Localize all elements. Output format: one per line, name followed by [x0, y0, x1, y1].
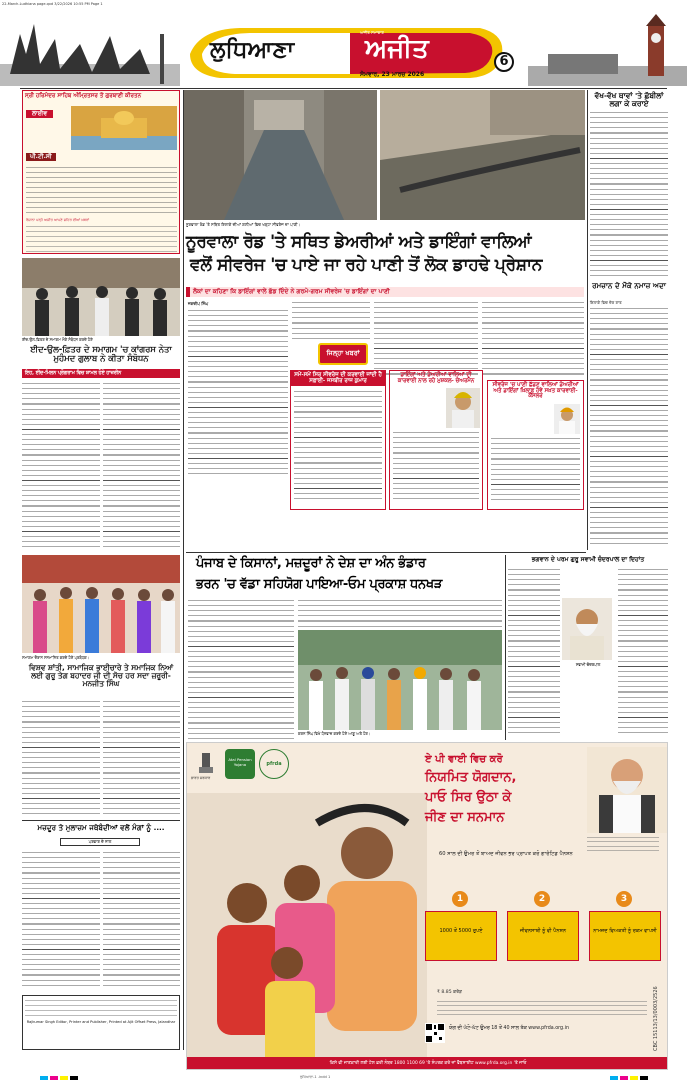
ad-point-3-text: ਨਾਮਜ਼ਦ ਵਿਅਕਤੀ ਨੂੰ ਰਕਮ ਵਾਪਸੀ — [589, 911, 661, 961]
masthead-tagline: ਅਜੀਤ ਸਮਾਚਾਰ — [360, 30, 384, 35]
farmers-meeting-photo — [298, 630, 502, 730]
edition-strip: 22-March-Ludhiana page.qxd 3/22/2026 10:55 PM Page 1 — [2, 2, 103, 6]
live-label: ਲਾਈਵ — [26, 110, 53, 118]
ad-headline-line-3: ਪਾਓ ਸਿਰ ਉਠਾ ਕੇ — [425, 790, 512, 805]
sub-box-3 — [487, 380, 584, 510]
labour-tag: ਪਰਵਾਰ ਦੇ ਨਾਲ — [88, 839, 112, 844]
councillor-photo — [446, 388, 480, 428]
ad-contact-line: ਕਿਸੇ ਵੀ ਜਾਣਕਾਰੀ ਲਈ ਟੋਲ ਫ਼ਰੀ ਨੰਬਰ 1800 1100 69 'ਤੇ ਸੰਪਰਕ ਕਰੋ ਜਾਂ ਵੈੱਬਸਾਈਟ www.pfrda.org.in 'ਤੇ ਜਾਓ — [329, 1061, 527, 1066]
ad-point-1-text: 1000 ਤੋਂ 5000 ਰੁਪਏ — [425, 911, 497, 961]
gurbani-box-title: ਸ੍ਰੀ ਹਰਿਮੰਦਰ ਸਾਹਿਬ ਅੰਮ੍ਰਿਤਸਰ ਤੋਂ ਗੁਰਬਾਣੀ ਕੀਰਤਨ — [25, 93, 142, 99]
masthead — [0, 14, 687, 86]
councillor-2-photo — [554, 404, 580, 434]
ad-headline-line-2: ਨਿਯਮਿਤ ਯੋਗਦਾਨ, — [425, 770, 517, 785]
main-byline: ਜਗਦੀਪ ਸਿੰਘ — [188, 301, 209, 306]
pfrda-logo: pfrda — [259, 749, 289, 779]
golden-temple-photo — [71, 106, 177, 150]
leader-quote — [587, 835, 659, 853]
emblem-icon — [197, 751, 215, 775]
apy-advertisement — [186, 742, 668, 1070]
main-body-col-3 — [374, 300, 478, 376]
district-news-badge: ਜਿਲ੍ਹਾ ਖਬਰਾਂ — [318, 343, 368, 365]
sub-box-1 — [290, 370, 386, 510]
honour-body-col-1 — [22, 699, 100, 817]
sub-box-2 — [389, 370, 483, 510]
ad-amount-detail — [437, 999, 647, 1019]
ad-footer: ਯੋਗ ਦੀ ਘੱਟੋ-ਘੱਟ ਉਮਰ 18 ਤੋਂ 40 ਸਾਲ ਤੱਕ www.pfrda.org.in — [449, 1026, 569, 1031]
leader-portrait — [587, 747, 667, 833]
page-number-badge: 6 — [494, 52, 514, 72]
flooded-lane-photo — [184, 90, 377, 220]
ad-point-1-number: 1 — [452, 891, 468, 907]
third-body-col-2 — [618, 567, 668, 737]
main-body-col-1 — [188, 308, 288, 476]
second-body-col-1 — [188, 598, 294, 740]
honour-photo-caption: ਸਮਾਗਮ ਦੌਰਾਨ ਸਨਮਾਨਿਤ ਕਰਦੇ ਹੋਏ ਪ੍ਰਬੰਧਕ। — [22, 655, 90, 660]
ad-point-3-number: 3 — [616, 891, 632, 907]
eid-body-col-1 — [22, 381, 100, 551]
masthead-date: ਸੋਮਵਾਰ, 23 ਮਾਰਚ 2026 — [360, 71, 425, 78]
second-headline-line-2: ਭਰਨ 'ਚ ਵੱਡਾ ਸਹਿਯੋਗ ਪਾਇਆ-ਓਮ ਪ੍ਰਕਾਸ਼ ਧਨਖੜ — [196, 577, 443, 592]
main-body-col-2 — [292, 300, 370, 342]
honour-body-col-2 — [103, 699, 180, 817]
main-body-col-4 — [482, 300, 584, 376]
ad-headline-line-1: ਏ ਪੀ ਵਾਈ ਵਿਚ ਕਰੋ — [425, 754, 503, 765]
gurbani-box-schedule — [26, 224, 177, 252]
eid-headline: ਈਦ-ਉਲ-ਫ਼ਿਤਰ ਦੇ ਸਮਾਗਮ 'ਚ ਕਾਂਗਰਸ ਨੇਤਾ ਮੁਹੰਮਦ ਗੁਲਾਬ ਨੇ ਕੀਤਾ ਸੰਬੋਧਨ — [30, 344, 172, 363]
apy-logo: Atal Pension Yojana — [225, 749, 255, 779]
right-col-headline-b: ਰਮਜ਼ਾਨ ਦੇ ਮੌਕੇ ਨਮਾਜ਼ ਅਦਾ — [592, 281, 666, 290]
bottom-file-label: ਲੁਧਿਆਣਾ-1 .indd 1 — [300, 1075, 331, 1079]
gurbani-phone-line: ਰੋਜ਼ਾਨਾ ਪੜ੍ਹੋ ਅਜੀਤ ਆਪਣੇ ਸ਼ਹਿਰ ਦੀਆਂ ਖ਼ਬਰਾਂ — [26, 218, 90, 222]
ad-logo-govt: ਭਾਰਤ ਸਰਕਾਰ — [191, 776, 211, 780]
ad-point-2-number: 2 — [534, 891, 550, 907]
ad-point-2 — [503, 891, 583, 975]
imprint-box — [22, 995, 180, 1050]
masthead-city: ਲੁਧਿਆਣਾ — [210, 37, 295, 63]
eid-photo-caption: ਈਦ-ਉਲ-ਫ਼ਿਤਰ ਦੇ ਸਮਾਗਮ ਮੌਕੇ ਸੰਬੋਧਨ ਕਰਦੇ ਹੋਏ — [22, 337, 93, 342]
ad-subtext: 60 ਸਾਲ ਦੀ ਉਮਰ ਤੋਂ ਬਾਅਦ ਜੀਵਨ ਭਰ ਪ੍ਰਾਪਤ ਕਰੋ ਗਾਰੰਟਿਡ ਪੈਨਸ਼ਨ — [439, 851, 573, 857]
ad-point-1 — [421, 891, 501, 975]
clock-tower-illustration — [528, 14, 687, 86]
third-body-col-1 — [508, 567, 560, 737]
labour-body-col-1 — [22, 850, 100, 990]
right-col-headline: ਵੱਖ-ਵੱਖ ਥਾਵਾਂ 'ਤੇ ਛੱਬੀਲਾਂ ਲਗਾ ਕੇ ਕਰਾਏ — [594, 91, 664, 108]
eid-body-col-2 — [103, 381, 180, 551]
sub-box-3-title: ਸੀਵਰੇਜ 'ਚ ਪਾਣੀ ਛੱਡਣ ਵਾਲਿਆਂ ਡੇਅਰੀਆਂ ਅਤੇ ਡਾਇੰਗਾਂ ਖ਼ਿਲਾਫ਼ ਹੋਵੇ ਸਖ਼ਤ ਕਾਰਵਾਈ- ਕੌਂਸਲਰ — [492, 382, 579, 400]
second-body-col-2 — [298, 598, 502, 628]
farmers-photo-caption: ਕਰਨ ਸਿੰਘ ਵਿਖੇ ਧੰਨਵਾਦ ਕਰਦੇ ਹੋਏ ਆਗੂ ਅਤੇ ਹੋਰ। — [298, 731, 371, 736]
main-subhead: ਲੋਕਾਂ ਦਾ ਕਹਿਣਾ ਕਿ ਡਾਇੰਗਾਂ ਵਾਲੇ ਛੱਡ ਦਿੰਦੇ ਨੇ ਗਰਮੋ-ਗਰਮ ਸੀਵਰੇਜ 'ਚ ਡਾਇੰਗਾਂ ਦਾ ਪਾਣੀ — [193, 288, 390, 295]
third-headline: ਭਗਵਾਨ ਦੇ ਪਰਮ ਗੁਰੂ ਸਵਾਮੀ ਚੰਦਰਪਾਲ ਦਾ ਦਿਹਾਂਤ — [531, 556, 645, 563]
swami-caption: ਸਵਾਮੀ ਚੰਦਰਪਾਲ — [575, 662, 601, 667]
labour-body-col-2 — [103, 850, 180, 990]
top-photo-caption: ਨੂਰਵਾਲਾ ਰੋਡ 'ਤੇ ਸਥਿਤ ਇਲਾਕੇ ਦੀਆਂ ਗਲੀਆਂ ਵਿਚ ਖੜ੍ਹਾ ਸੀਵਰੇਜ ਦਾ ਪਾਣੀ। — [186, 222, 301, 227]
gurbani-box-text — [26, 165, 177, 215]
honour-headline: ਵਿਸ਼ਵ ਸ਼ਾਂਤੀ, ਸਾਮਾਜਿਕ ਭਾਈਚਾਰੇ ਤੇ ਸਮਾਜਿਕ ਨਿਆਂ ਲਈ ਗੁਰੂ ਤੇਗ ਬਹਾਦਰ ਜੀ ਦੀ ਸੋਚ ਹਰ ਸਦਾ ਜ਼ਰੂਰੀ- ਮਨਜੀਤ ਸਿੰਘ — [28, 663, 174, 688]
right-col-kicker: ਇਲਾਕੇ ਵਿਚ ਦੇਰ ਰਾਤ — [590, 300, 622, 305]
family-photo — [187, 793, 427, 1070]
ad-point-2-text: ਜੀਵਨਸਾਥੀ ਨੂੰ ਵੀ ਪੈਨਸ਼ਨ — [507, 911, 579, 961]
right-col-text — [590, 110, 668, 278]
sewage-gutter-photo — [380, 90, 585, 220]
gurbani-kirtan-box — [22, 90, 180, 254]
eid-gathering-photo — [22, 258, 180, 336]
main-headline-line-1: ਨੂਰਵਾਲਾ ਰੋਡ 'ਤੇ ਸਥਿਤ ਡੇਅਰੀਆਂ ਅਤੇ ਡਾਇੰਗਾਂ ਵਾਲਿਆਂ — [186, 232, 532, 252]
masthead-paper: ਅਜੀਤ — [365, 34, 429, 64]
second-headline-line-1: ਪੰਜਾਬ ਦੇ ਕਿਸਾਨਾਂ, ਮਜ਼ਦੂਰਾਂ ਨੇ ਦੇਸ਼ ਦਾ ਅੰਨ ਭੰਡਾਰ — [196, 556, 426, 571]
imprint-text: Rajkumar Singh Editor, Printer and Publisher, Printed at Ajit Offset Press, Jalandhar — [26, 1020, 176, 1024]
swami-portrait — [562, 598, 612, 660]
right-col-text-b — [590, 306, 668, 548]
sub-box-2-title: ਡਾਇੰਗਾਂ ਅਤੇ ਡੇਅਰੀਆਂ ਵਾਲਿਆਂ ਦੀ ਕਾਰਵਾਈ ਨਾਲ ਰਹੇ ਮੁਸ਼ਕਲ- ਚੇਅਰਮੈਨ — [397, 372, 475, 384]
color-registration-strip — [0, 1074, 687, 1082]
masthead-left-illustration — [0, 14, 180, 86]
ptc-label: ਪੀ.ਟੀ.ਸੀ — [26, 153, 56, 161]
ad-headline-line-4: ਜੀਣ ਦਾ ਸਨਮਾਨ — [425, 810, 505, 825]
ad-amount: ₹ 8.85 ਕਰੋੜ — [437, 990, 463, 995]
sub-box-1-title: ਸਮੇਂ-ਸਮੇਂ ਸਿਰ ਸੀਵਰੇਜ ਦੀ ਕਰਵਾਈ ਜਾਂਦੀ ਹੈ ਸਫ਼ਾਈ- ਜਸਬੀਰ ਰਾਜ ਕੁਮਾਰ — [291, 371, 385, 386]
honour-ceremony-photo — [22, 555, 180, 653]
ad-code: CBC 15113/13/0003/2526 — [653, 986, 659, 1051]
qr-code-icon — [425, 1023, 445, 1043]
labour-headline: ਮਜ਼ਦੂਰ ਤੇ ਮੁਲਾਜ਼ਮ ਜਥੇਬੰਦੀਆਂ ਵਲੋਂ ਮੰਗਾਂ ਨੂੰ .... — [37, 823, 165, 832]
eid-strap: ਇਹ, ਈਦ-ਮਿਲਨ ਪ੍ਰੋਗਰਾਮ ਵਿਚ ਸ਼ਾਮਲ ਹੋਏ ਹਾਜ਼ਰੀਨ — [25, 371, 122, 376]
main-headline-line-2: ਵਲੋਂ ਸੀਵਰੇਜ 'ਚ ਪਾਏ ਜਾ ਰਹੇ ਪਾਣੀ ਤੋਂ ਲੋਕ ਡਾਹਢੇ ਪ੍ਰੇਸ਼ਾਨ — [190, 255, 543, 275]
